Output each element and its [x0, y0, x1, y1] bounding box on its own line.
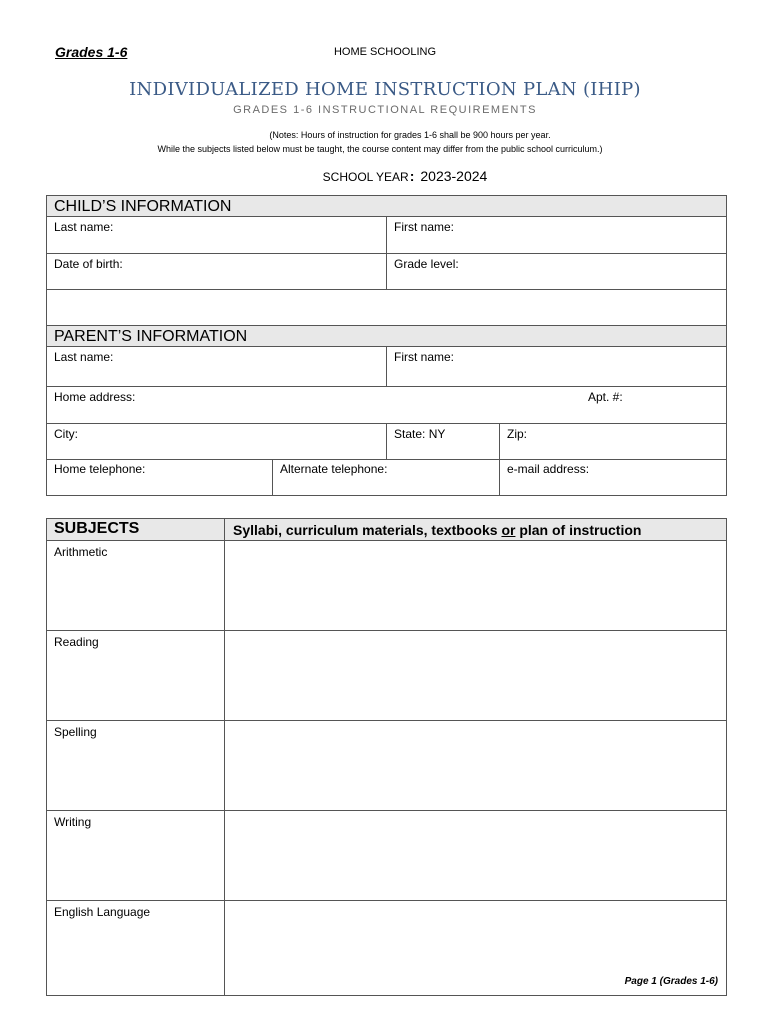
alternate-telephone-field[interactable]: Alternate telephone:	[280, 462, 388, 476]
school-year-colon: :	[409, 168, 415, 184]
child-dob-row	[47, 254, 726, 290]
page-subtitle: GRADES 1-6 INSTRUCTIONAL REQUIREMENTS	[233, 104, 537, 116]
subject-row-arithmetic	[47, 541, 726, 631]
subject-name: Spelling	[54, 725, 97, 739]
zip-field[interactable]: Zip:	[507, 427, 528, 441]
page-footer: Page 1 (Grades 1-6)	[624, 976, 718, 987]
note-line-2: While the subjects listed below must be taught, the course content may differ from the public school curriculum.)	[157, 144, 603, 154]
syllabi-column-heading	[233, 522, 641, 538]
state-field[interactable]: State: NY	[394, 427, 446, 441]
subject-name: Reading	[54, 635, 99, 649]
subject-plan-input[interactable]	[225, 631, 726, 720]
home-address-field[interactable]: Home address:	[54, 390, 136, 404]
city-field[interactable]: City:	[54, 427, 78, 441]
parent-name-row	[47, 347, 726, 387]
divider	[386, 254, 387, 289]
divider	[386, 217, 387, 253]
syllabi-heading-part2: plan of instruction	[515, 522, 642, 538]
parent-address-row	[47, 387, 726, 424]
child-first-name-field[interactable]: First name:	[394, 220, 455, 234]
parent-last-name-field[interactable]: Last name:	[54, 350, 114, 364]
child-dob-field[interactable]: Date of birth:	[54, 257, 123, 271]
apt-field[interactable]: Apt. #:	[588, 390, 623, 404]
subject-name: Arithmetic	[54, 545, 108, 559]
child-blank-row[interactable]	[47, 290, 726, 326]
subject-name: Writing	[54, 815, 92, 829]
subjects-column-heading: SUBJECTS	[54, 520, 140, 537]
subject-plan-input[interactable]	[225, 721, 726, 810]
parent-info-heading: PARENT’S INFORMATION	[47, 326, 726, 347]
child-name-row	[47, 217, 726, 254]
subject-row-spelling	[47, 721, 726, 811]
syllabi-heading-or: or	[501, 522, 516, 538]
syllabi-heading-part1: Syllabi, curriculum materials, textbooks	[233, 522, 502, 538]
info-table	[46, 195, 727, 496]
page-title: INDIVIDUALIZED HOME INSTRUCTION PLAN (IHIP)	[129, 79, 641, 100]
school-year-value: 2023-2024	[420, 168, 488, 184]
grades-tag: Grades 1-6	[55, 44, 128, 60]
home-telephone-field[interactable]: Home telephone:	[54, 462, 146, 476]
subject-plan-input[interactable]	[225, 541, 726, 630]
parent-first-name-field[interactable]: First name:	[394, 350, 455, 364]
subjects-header	[47, 519, 726, 541]
divider	[272, 460, 273, 495]
subject-row-reading	[47, 631, 726, 721]
subject-name: English Language	[54, 905, 151, 919]
subjects-table	[46, 518, 727, 996]
subject-row-writing	[47, 811, 726, 901]
school-year-label: SCHOOL YEAR	[322, 170, 409, 184]
divider	[499, 424, 500, 459]
program-label: HOME SCHOOLING	[333, 46, 437, 58]
email-field[interactable]: e-mail address:	[507, 462, 590, 476]
subject-plan-input[interactable]	[225, 811, 726, 900]
divider	[386, 347, 387, 386]
divider	[499, 460, 500, 495]
child-last-name-field[interactable]: Last name:	[54, 220, 114, 234]
school-year	[0, 168, 770, 184]
column-divider	[224, 519, 225, 995]
child-grade-level-field[interactable]: Grade level:	[394, 257, 459, 271]
note-line-1: (Notes: Hours of instruction for grades 1-6 shall be 900 hours per year.	[269, 130, 551, 140]
parent-city-row	[47, 424, 726, 460]
divider	[386, 424, 387, 459]
child-info-heading: CHILD’S INFORMATION	[47, 196, 726, 217]
parent-phone-row	[47, 460, 726, 495]
